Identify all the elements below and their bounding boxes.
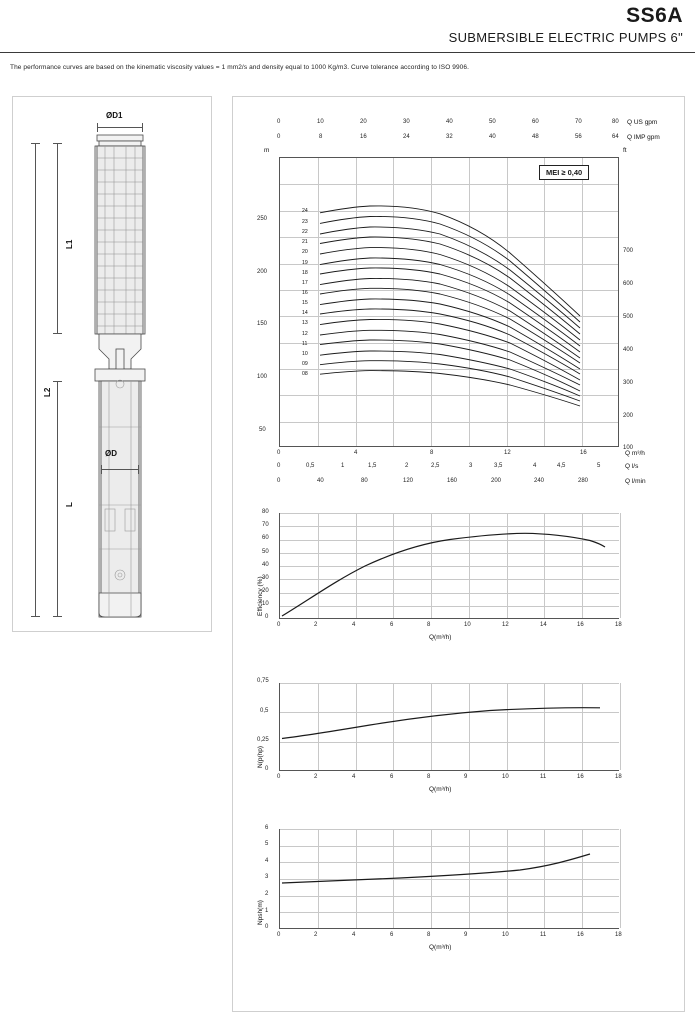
top-tick-impgpm-16: 16 bbox=[360, 134, 367, 140]
top-tick-impgpm-64: 64 bbox=[612, 134, 619, 140]
power-ytick-0: 0 bbox=[265, 766, 269, 772]
stage-label-13: 13 bbox=[302, 320, 308, 326]
top-tick-usgpm-10: 10 bbox=[317, 119, 324, 125]
xtick-m3h-4: 4 bbox=[354, 450, 358, 456]
xtick-m3h-12: 12 bbox=[504, 450, 511, 456]
xtick-ls-0: 0 bbox=[277, 463, 281, 469]
efficiency-ytick-40: 40 bbox=[262, 562, 269, 568]
dim-line-l2 bbox=[35, 143, 36, 617]
efficiency-yaxis-label: Efficiency (%) bbox=[257, 576, 264, 616]
efficiency-curve-svg bbox=[280, 513, 620, 619]
chart-efficiency bbox=[233, 501, 684, 651]
header-divider bbox=[0, 52, 695, 53]
top-tick-usgpm-80: 80 bbox=[612, 119, 619, 125]
yaxis-label-m: m bbox=[264, 147, 270, 154]
power-xtick-4: 4 bbox=[352, 774, 356, 780]
dim-tick-l1-top bbox=[53, 143, 62, 144]
head-curves-svg bbox=[280, 158, 620, 448]
power-xtick-2: 2 bbox=[314, 774, 318, 780]
top-tick-impgpm-0: 0 bbox=[277, 134, 281, 140]
label-d: ØD bbox=[105, 449, 117, 458]
top-tick-usgpm-0: 0 bbox=[277, 119, 281, 125]
stage-label-15: 15 bbox=[302, 300, 308, 306]
efficiency-xtick-0: 0 bbox=[277, 622, 281, 628]
npsh-ytick-5: 5 bbox=[265, 841, 269, 847]
npsh-ytick-1: 1 bbox=[265, 908, 269, 914]
npsh-yaxis-label: Npsh(m) bbox=[257, 900, 264, 925]
ytick-ft-300: 300 bbox=[623, 380, 634, 386]
xtick-ls-3: 3 bbox=[469, 463, 473, 469]
ytick-ft-100: 100 bbox=[623, 445, 634, 451]
yaxis-label-ft: ft bbox=[623, 147, 627, 154]
npsh-xtick-18: 18 bbox=[615, 932, 622, 938]
efficiency-xtick-18: 18 bbox=[615, 622, 622, 628]
top-tick-usgpm-70: 70 bbox=[575, 119, 582, 125]
head-plot-area bbox=[279, 157, 619, 447]
stage-label-18: 18 bbox=[302, 270, 308, 276]
label-d1: ØD1 bbox=[106, 111, 123, 120]
top-tick-impgpm-56: 56 bbox=[575, 134, 582, 140]
label-l1: L1 bbox=[65, 239, 74, 249]
power-xtick-10: 10 bbox=[502, 774, 509, 780]
xtick-lmin-160: 160 bbox=[447, 478, 458, 484]
xaxis-label-ls: Q l/s bbox=[625, 463, 639, 470]
xtick-ls-4: 4 bbox=[533, 463, 537, 469]
performance-note: The performance curves are based on the kinematic viscosity values = 1 mm2/s and density equal to 1000 Kg/m3. Curve tolerance according to ISO 9906. bbox=[10, 64, 470, 71]
xtick-lmin-120: 120 bbox=[403, 478, 414, 484]
dim-tick-l2-top bbox=[31, 143, 40, 144]
ytick-ft-500: 500 bbox=[623, 314, 634, 320]
xtick-lmin-200: 200 bbox=[491, 478, 502, 484]
xtick-ls-05: 0,5 bbox=[306, 463, 315, 469]
dim-line-d1 bbox=[97, 127, 143, 128]
top-tick-impgpm-24: 24 bbox=[403, 134, 410, 140]
efficiency-xtick-4: 4 bbox=[352, 622, 356, 628]
page-subtitle: SUBMERSIBLE ELECTRIC PUMPS 6" bbox=[448, 30, 683, 45]
top-axis-label-usgpm: Q US gpm bbox=[627, 119, 658, 126]
page-title: SS6A bbox=[626, 4, 683, 27]
power-xtick-8: 8 bbox=[427, 774, 431, 780]
stage-label-10: 10 bbox=[302, 351, 308, 357]
npsh-ytick-6: 6 bbox=[265, 825, 269, 831]
dim-tick-d1-left bbox=[97, 123, 98, 132]
xtick-ls-45: 4,5 bbox=[557, 463, 566, 469]
dim-tick-l-top bbox=[53, 381, 62, 382]
xtick-ls-25: 2,5 bbox=[431, 463, 440, 469]
dim-tick-l1-bottom bbox=[53, 333, 62, 334]
efficiency-ytick-30: 30 bbox=[262, 575, 269, 581]
efficiency-plot-area bbox=[279, 513, 619, 619]
stage-label-09: 09 bbox=[302, 361, 308, 367]
dim-tick-d1-right bbox=[142, 123, 143, 132]
chart-power bbox=[233, 663, 684, 813]
efficiency-ytick-10: 10 bbox=[262, 601, 269, 607]
power-xtick-0: 0 bbox=[277, 774, 281, 780]
top-tick-usgpm-40: 40 bbox=[446, 119, 453, 125]
stage-label-23: 23 bbox=[302, 219, 308, 225]
stage-label-17: 17 bbox=[302, 280, 308, 286]
npsh-xtick-2: 2 bbox=[314, 932, 318, 938]
ytick-ft-200: 200 bbox=[623, 413, 634, 419]
power-xtick-11: 11 bbox=[540, 774, 547, 780]
xtick-m3h-0: 0 bbox=[277, 450, 281, 456]
power-xtick-18: 18 bbox=[615, 774, 622, 780]
xtick-lmin-40: 40 bbox=[317, 478, 324, 484]
top-axis-label-impgpm: Q IMP gpm bbox=[627, 134, 660, 141]
efficiency-xtick-16: 16 bbox=[577, 622, 584, 628]
npsh-ytick-3: 3 bbox=[265, 874, 269, 880]
label-l: L bbox=[65, 502, 74, 507]
dim-tick-l-bottom bbox=[53, 616, 62, 617]
xtick-m3h-16: 16 bbox=[580, 450, 587, 456]
xtick-lmin-0: 0 bbox=[277, 478, 281, 484]
power-xtick-9: 9 bbox=[464, 774, 468, 780]
dim-line-d bbox=[101, 469, 139, 470]
performance-charts-panel bbox=[232, 96, 685, 1012]
power-ytick-05: 0,5 bbox=[260, 708, 269, 714]
stage-label-12: 12 bbox=[302, 331, 308, 337]
npsh-ytick-0: 0 bbox=[265, 924, 269, 930]
efficiency-xtick-6: 6 bbox=[390, 622, 394, 628]
xtick-lmin-80: 80 bbox=[361, 478, 368, 484]
efficiency-ytick-20: 20 bbox=[262, 588, 269, 594]
top-tick-usgpm-50: 50 bbox=[489, 119, 496, 125]
efficiency-xtick-8: 8 bbox=[427, 622, 431, 628]
npsh-xtick-4: 4 bbox=[352, 932, 356, 938]
xtick-ls-1: 1 bbox=[341, 463, 345, 469]
stage-label-16: 16 bbox=[302, 290, 308, 296]
stage-label-20: 20 bbox=[302, 249, 308, 255]
stage-label-21: 21 bbox=[302, 239, 308, 245]
stage-label-11: 11 bbox=[302, 341, 308, 347]
xtick-lmin-240: 240 bbox=[534, 478, 545, 484]
dim-line-l bbox=[57, 381, 58, 617]
power-xtick-16: 16 bbox=[577, 774, 584, 780]
ytick-ft-400: 400 bbox=[623, 347, 634, 353]
efficiency-ytick-70: 70 bbox=[262, 522, 269, 528]
power-ytick-075: 0,75 bbox=[257, 678, 269, 684]
npsh-xtick-0: 0 bbox=[277, 932, 281, 938]
dim-line-l1 bbox=[57, 143, 58, 333]
efficiency-xtick-10: 10 bbox=[464, 622, 471, 628]
top-tick-impgpm-48: 48 bbox=[532, 134, 539, 140]
top-tick-usgpm-60: 60 bbox=[532, 119, 539, 125]
stage-label-19: 19 bbox=[302, 260, 308, 266]
top-tick-usgpm-30: 30 bbox=[403, 119, 410, 125]
dim-tick-d-right bbox=[138, 465, 139, 474]
xtick-ls-2: 2 bbox=[405, 463, 409, 469]
pump-technical-drawing bbox=[13, 97, 211, 631]
power-yaxis-label: N(p(hp) bbox=[257, 745, 264, 768]
ytick-m-250: 250 bbox=[257, 216, 268, 222]
xtick-lmin-280: 280 bbox=[578, 478, 589, 484]
power-ytick-025: 0,25 bbox=[257, 737, 269, 743]
stage-label-08: 08 bbox=[302, 371, 308, 377]
power-plot-area bbox=[279, 683, 619, 771]
power-curve-svg bbox=[280, 683, 620, 771]
npsh-ytick-4: 4 bbox=[265, 858, 269, 864]
stage-label-24: 24 bbox=[302, 208, 308, 214]
ytick-m-200: 200 bbox=[257, 269, 268, 275]
efficiency-xtick-14: 14 bbox=[540, 622, 547, 628]
ytick-m-50: 50 bbox=[259, 427, 266, 433]
top-tick-impgpm-32: 32 bbox=[446, 134, 453, 140]
chart-head-curves bbox=[233, 97, 684, 497]
npsh-xtick-8: 8 bbox=[427, 932, 431, 938]
xtick-ls-5: 5 bbox=[597, 463, 601, 469]
efficiency-xaxis-label: Q(m³/h) bbox=[429, 634, 452, 641]
efficiency-ytick-50: 50 bbox=[262, 549, 269, 555]
label-l2: L2 bbox=[43, 387, 52, 397]
stage-label-22: 22 bbox=[302, 229, 308, 235]
xaxis-label-lmin: Q l/min bbox=[625, 478, 646, 485]
power-xaxis-label: Q(m³/h) bbox=[429, 786, 452, 793]
pump-drawing-panel bbox=[12, 96, 212, 632]
dim-tick-d-left bbox=[101, 465, 102, 474]
ytick-m-100: 100 bbox=[257, 374, 268, 380]
xtick-ls-15: 1,5 bbox=[368, 463, 377, 469]
ytick-ft-600: 600 bbox=[623, 281, 634, 287]
npsh-xtick-10: 10 bbox=[502, 932, 509, 938]
npsh-xtick-16: 16 bbox=[577, 932, 584, 938]
power-xtick-6: 6 bbox=[390, 774, 394, 780]
xaxis-label-m3h: Q m³/h bbox=[625, 450, 645, 457]
efficiency-ytick-60: 60 bbox=[262, 535, 269, 541]
top-tick-usgpm-20: 20 bbox=[360, 119, 367, 125]
npsh-xtick-9: 9 bbox=[464, 932, 468, 938]
npsh-xtick-6: 6 bbox=[390, 932, 394, 938]
npsh-plot-area bbox=[279, 829, 619, 929]
xtick-ls-35: 3,5 bbox=[494, 463, 503, 469]
stage-label-14: 14 bbox=[302, 310, 308, 316]
xtick-m3h-8: 8 bbox=[430, 450, 434, 456]
efficiency-ytick-80: 80 bbox=[262, 509, 269, 515]
npsh-curve-svg bbox=[280, 829, 620, 929]
pump-outline-svg bbox=[13, 97, 211, 631]
chart-npsh bbox=[233, 815, 684, 965]
npsh-ytick-2: 2 bbox=[265, 891, 269, 897]
mei-badge: MEI ≥ 0,40 bbox=[539, 165, 589, 180]
npsh-xtick-11: 11 bbox=[540, 932, 547, 938]
top-tick-impgpm-8: 8 bbox=[319, 134, 323, 140]
ytick-ft-700: 700 bbox=[623, 248, 634, 254]
npsh-xaxis-label: Q(m³/h) bbox=[429, 944, 452, 951]
top-tick-impgpm-40: 40 bbox=[489, 134, 496, 140]
efficiency-xtick-12: 12 bbox=[502, 622, 509, 628]
efficiency-ytick-0: 0 bbox=[265, 614, 269, 620]
dim-tick-l2-bottom bbox=[31, 616, 40, 617]
efficiency-xtick-2: 2 bbox=[314, 622, 318, 628]
ytick-m-150: 150 bbox=[257, 321, 268, 327]
